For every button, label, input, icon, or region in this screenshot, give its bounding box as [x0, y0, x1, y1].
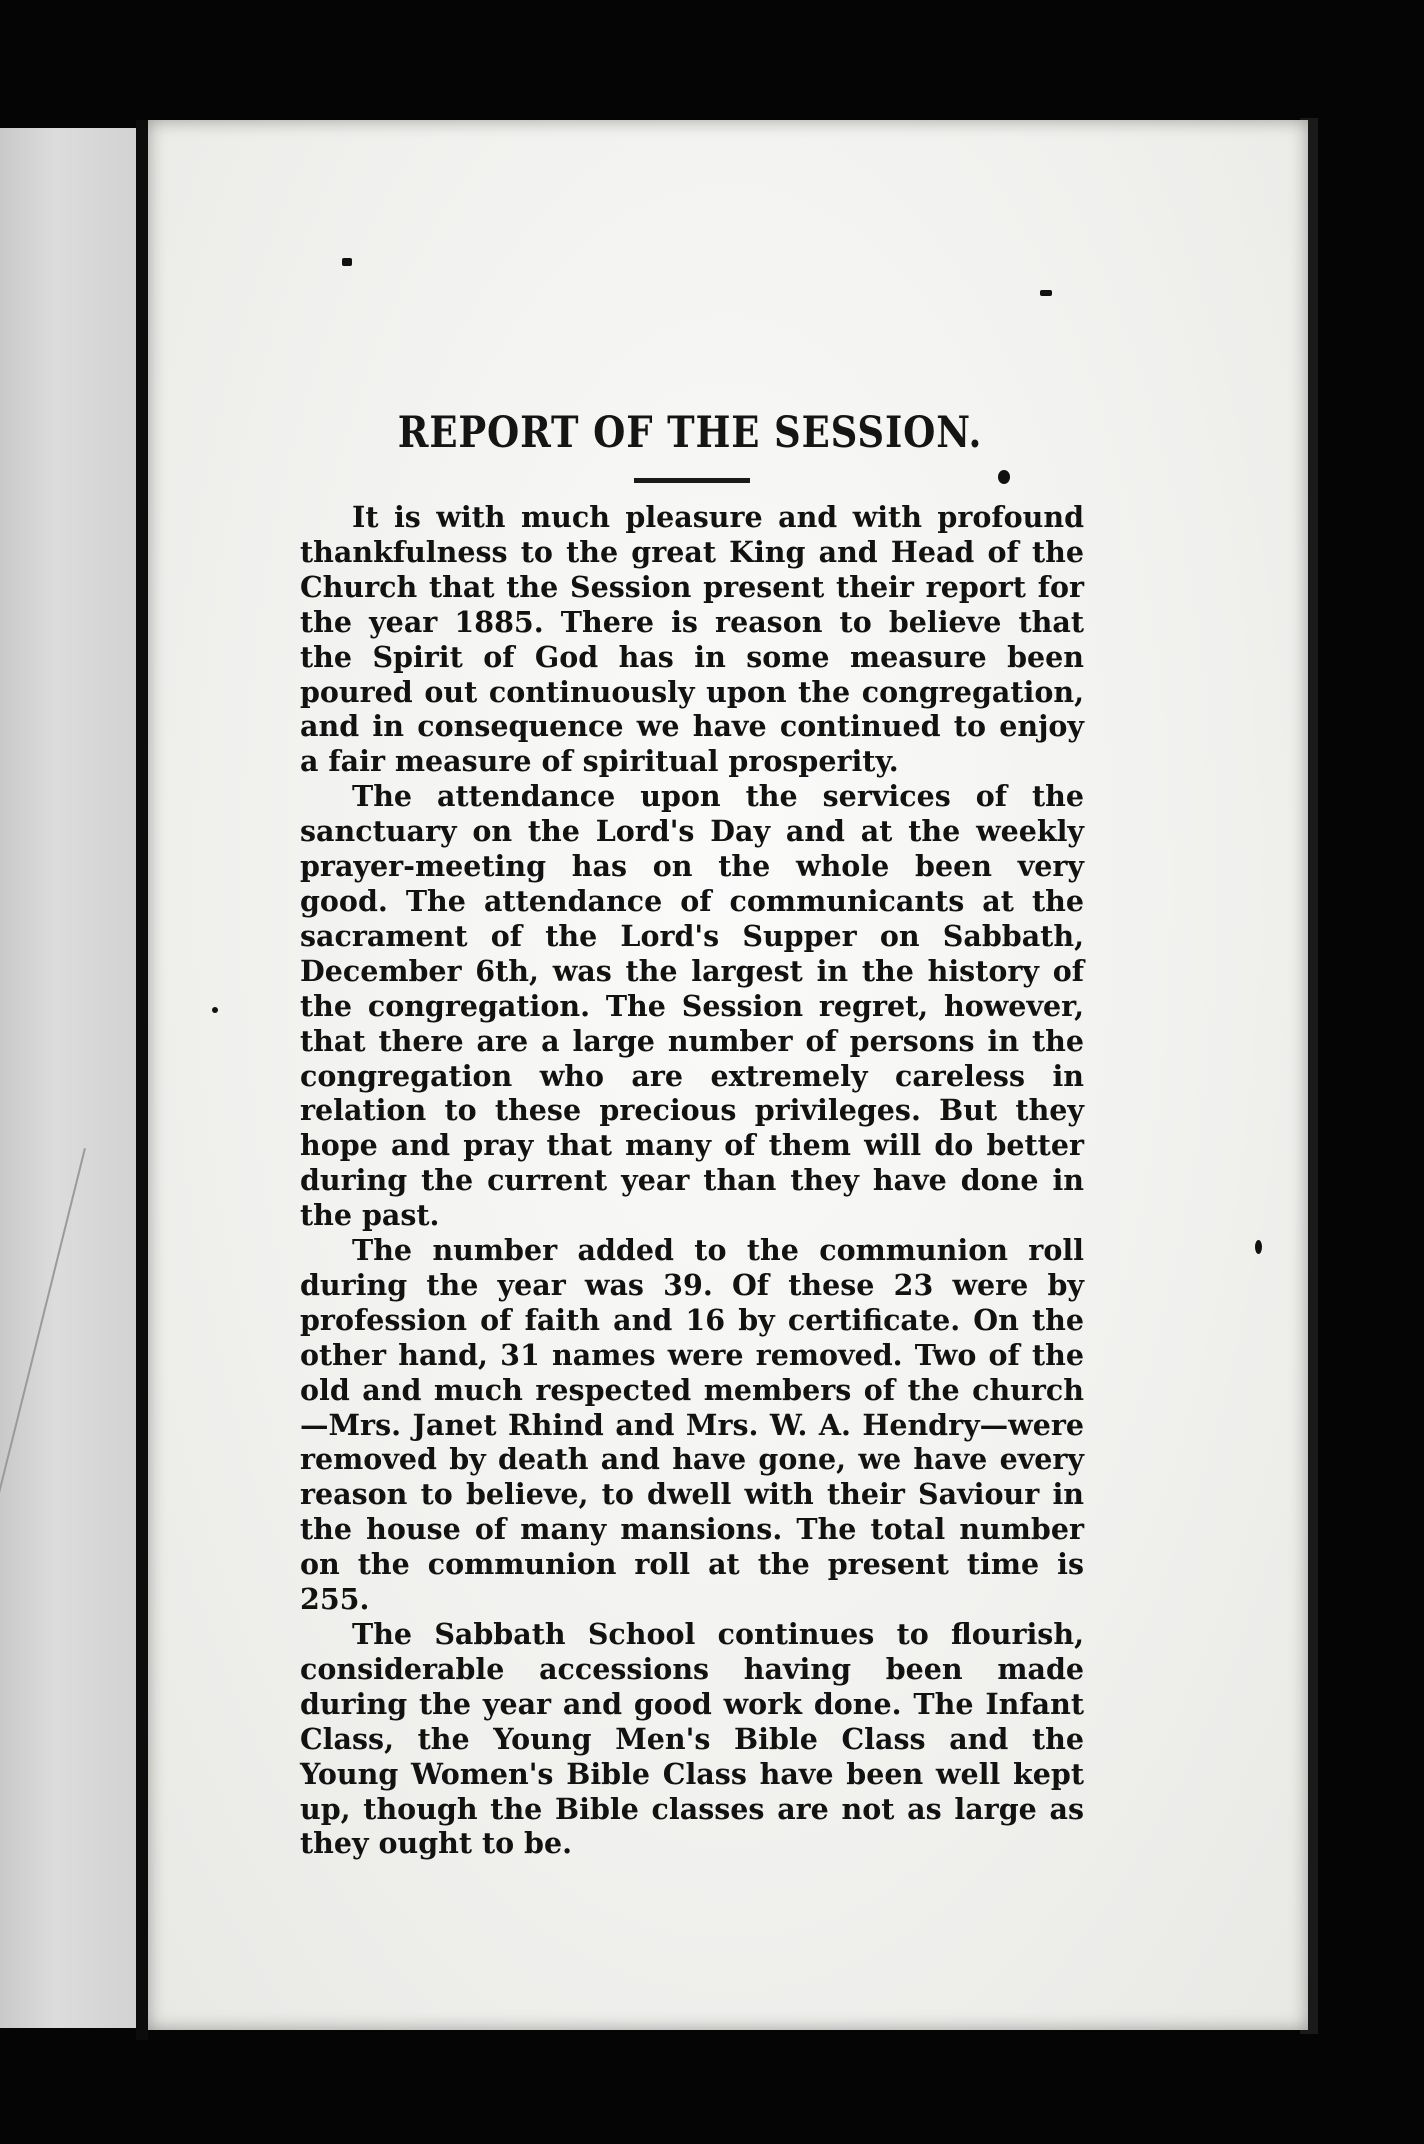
- paragraph-communion-roll: The number added to the communion roll during the year was 39. Of these 23 were by profession of faith and 16 by certificate. On the other hand, 31 names were removed. Two of the old and much respected members of the church—Mrs. Janet Rhind and Mrs. W. A. Hendry—were removed by death and have gone, we have every reason to believe, to dwell with their Saviour in the house of many mansions. The total number on the communion roll at the present time is 255.: [300, 1233, 1084, 1617]
- report-body: [300, 500, 1084, 1861]
- paragraph-intro: It is with much pleasure and with profound thankfulness to the great King and Head of the Church that the Session present their report for the year 1885. There is reason to believe that the Spirit of God has in some measure been poured out continuously upon the congregation, and in consequence we have continued to enjoy a fair measure of spiritual prosperity.: [300, 500, 1084, 779]
- ink-speck: [1255, 1240, 1262, 1254]
- paragraph-sabbath-school: The Sabbath School continues to flourish, considerable accessions having been made during the year and good work done. The Infant Class, the Young Men's Bible Class and the Young Women's Bible Class have been well kept up, though the Bible classes are not as large as they ought to be.: [300, 1617, 1084, 1861]
- page-title: REPORT OF THE SESSION.: [397, 408, 983, 458]
- ink-speck: [342, 258, 352, 266]
- ink-speck: [998, 470, 1010, 484]
- ink-speck: [1040, 290, 1052, 296]
- paragraph-attendance: The attendance upon the services of the sanctuary on the Lord's Day and at the weekly prayer-meeting has on the whole been very good. The attendance of communicants at the sacrament of the Lord's Supper on Sabbath, December 6th, was the largest in the history of the congregation. The Session regret, however, that there are a large number of persons in the congregation who are extremely careless in relation to these precious privileges. But they hope and pray that many of them will do better during the current year than they have done in the past.: [300, 779, 1084, 1233]
- ink-speck: [212, 1007, 218, 1013]
- adjacent-page-mark: [0, 1148, 86, 1692]
- title-rule: [634, 478, 750, 483]
